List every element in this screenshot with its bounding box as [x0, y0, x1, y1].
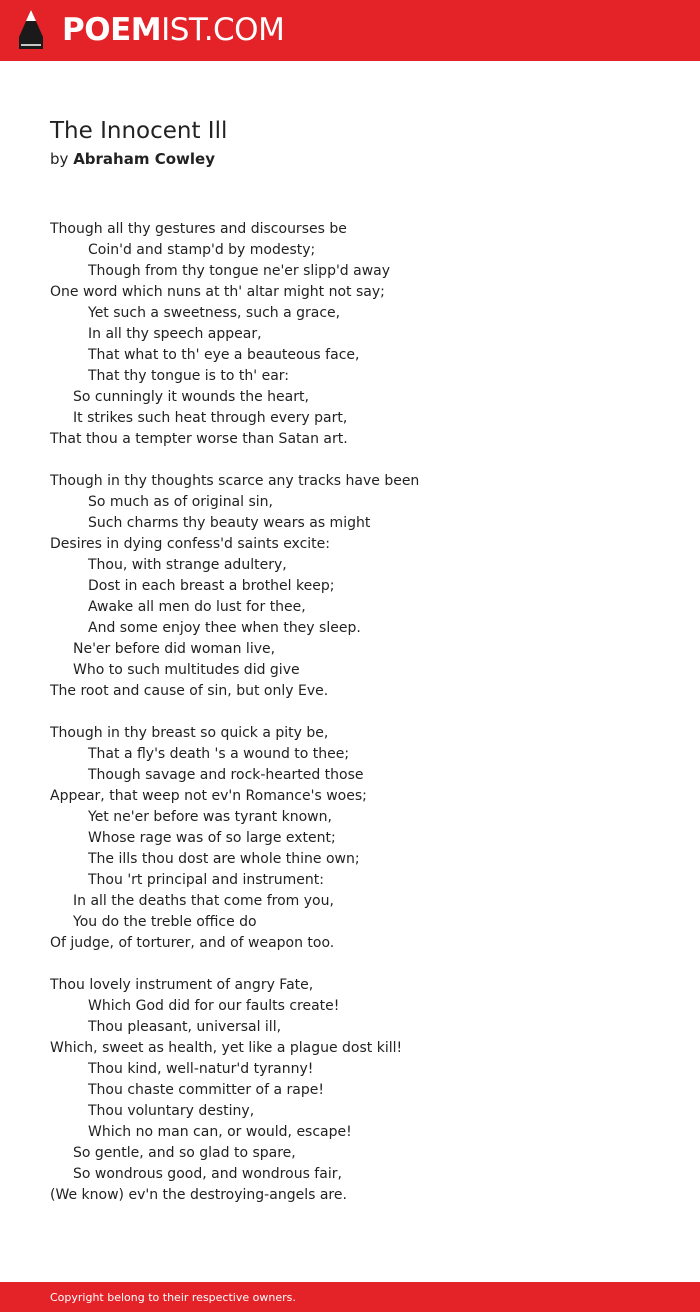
poem-line: Appear, that weep not ev'n Romance's woes; — [50, 788, 367, 804]
site-footer — [0, 1282, 700, 1312]
poem-line: One word which nuns at th' altar might not say; — [50, 284, 385, 300]
poem-line: Though savage and rock-hearted those — [88, 767, 364, 783]
stanza — [50, 975, 670, 1206]
copyright-text: Copyright belong to their respective owners. — [50, 1291, 296, 1304]
poem-title: The Innocent Ill — [50, 118, 228, 144]
poem-line: That a fly's death 's a wound to thee; — [88, 746, 350, 762]
poem-line: Such charms thy beauty wears as might — [88, 515, 371, 531]
poem-line: The root and cause of sin, but only Eve. — [50, 683, 329, 699]
poem-line: That what to th' eye a beauteous face, — [88, 347, 360, 363]
poem-line: Which no man can, or would, escape! — [88, 1124, 352, 1140]
poem-line: Which God did for our faults create! — [88, 998, 340, 1014]
poem-line: It strikes such heat through every part, — [73, 410, 348, 426]
stanza — [50, 219, 670, 450]
poem-line: Awake all men do lust for thee, — [88, 599, 306, 615]
poem-line: That thy tongue is to th' ear: — [88, 368, 290, 384]
poem-line: In all thy speech appear, — [88, 326, 262, 342]
poem-line: Thou lovely instrument of angry Fate, — [50, 977, 314, 993]
byline — [50, 148, 215, 170]
poem-line: So wondrous good, and wondrous fair, — [73, 1166, 342, 1182]
poem-line: Though from thy tongue ne'er slipp'd away — [88, 263, 391, 279]
poem-line: So cunningly it wounds the heart, — [73, 389, 309, 405]
poem-line: Dost in each breast a brothel keep; — [88, 578, 335, 594]
poem-line: Yet such a sweetness, such a grace, — [88, 305, 341, 321]
author-name: Abraham Cowley — [73, 150, 215, 168]
poem-body — [50, 219, 670, 1227]
poem-line: You do the treble office do — [73, 914, 257, 930]
poem-line: Coin'd and stamp'd by modesty; — [88, 242, 316, 258]
site-header — [0, 0, 700, 61]
poem-line: Though in thy breast so quick a pity be, — [50, 725, 329, 741]
site-logo[interactable] — [62, 11, 284, 49]
logo-text-light: IST.COM — [161, 12, 285, 48]
stanza — [50, 471, 670, 702]
poem-line: Whose rage was of so large extent; — [88, 830, 336, 846]
poem-line: Which, sweet as health, yet like a plague dost kill! — [50, 1040, 403, 1056]
poem-line: Thou chaste committer of a rape! — [88, 1082, 324, 1098]
poem-line: So gentle, and so glad to spare, — [73, 1145, 296, 1161]
poem-line: Thou voluntary destiny, — [88, 1103, 255, 1119]
poem-line: In all the deaths that come from you, — [73, 893, 334, 909]
poem-line: Of judge, of torturer, and of weapon too. — [50, 935, 335, 951]
pencil-tip-icon[interactable] — [17, 9, 45, 51]
poem-line: Ne'er before did woman live, — [73, 641, 276, 657]
stanza — [50, 723, 670, 954]
poem-line: (We know) ev'n the destroying-angels are. — [50, 1187, 347, 1203]
poem-line: So much as of original sin, — [88, 494, 273, 510]
poem-line: Who to such multitudes did give — [73, 662, 300, 678]
poem-line: And some enjoy thee when they sleep. — [88, 620, 361, 636]
poem-line: Thou 'rt principal and instrument: — [88, 872, 324, 888]
poem-line: Thou pleasant, universal ill, — [88, 1019, 282, 1035]
poem-line: Though all thy gestures and discourses be — [50, 221, 347, 237]
poem-line: Desires in dying confess'd saints excite: — [50, 536, 330, 552]
poem-line: That thou a tempter worse than Satan art. — [50, 431, 348, 447]
poem-line: Thou, with strange adultery, — [88, 557, 287, 573]
poem-line: Yet ne'er before was tyrant known, — [88, 809, 332, 825]
logo-text-bold: POEM — [62, 12, 162, 48]
poem-line: Thou kind, well-natur'd tyranny! — [88, 1061, 314, 1077]
poem-line: Though in thy thoughts scarce any tracks have been — [50, 473, 420, 489]
by-label: by — [50, 150, 69, 168]
poem-line: The ills thou dost are whole thine own; — [88, 851, 360, 867]
